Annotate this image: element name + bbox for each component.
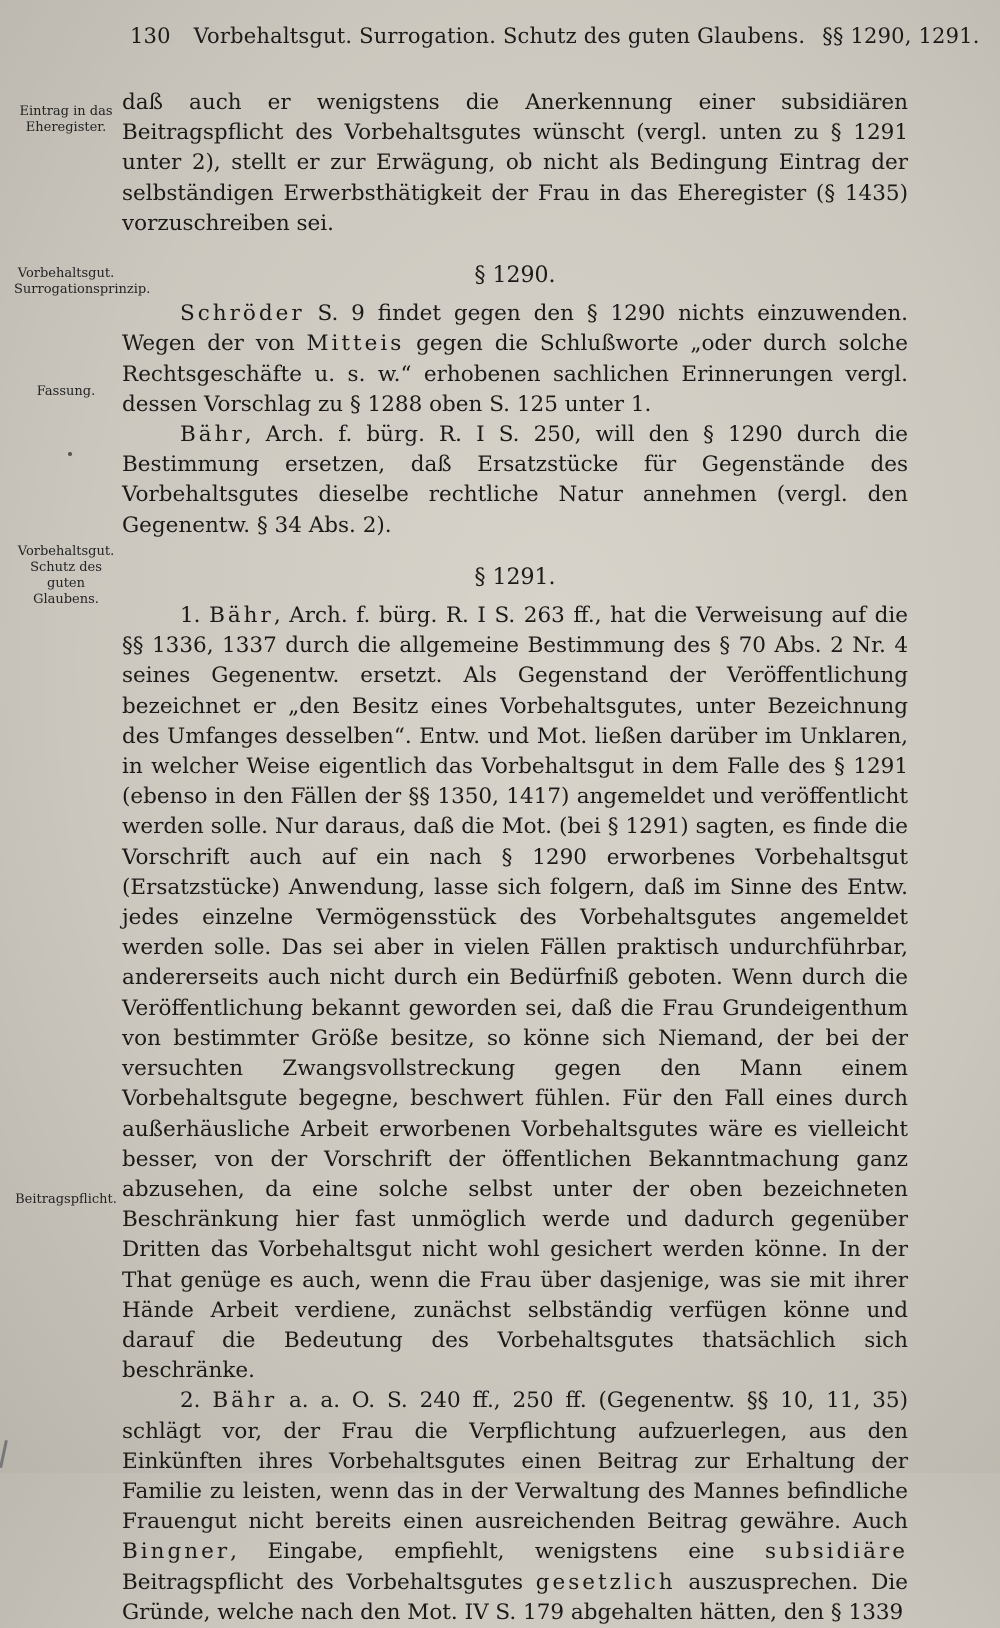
paragraph-text: a. a. O. S. 240 ff., 250 ff. (Gegenentw. §§ 10, 11, 35) schlägt vor, der Frau die Verpflichtung aufzuerlegen, aus den Einkünften ihres Vorbehaltsgutes einen Beitrag zur Erhaltung der Familie zu leisten, wenn das in der Verwaltung des Mannes befindliche Frauengut nicht bereits einen ausreichenden Beitrag gewähre. Auch (122, 1388, 908, 1535)
page-edge-mark (0, 1440, 8, 1468)
author-name: Bingner (122, 1539, 231, 1565)
margin-note-fassung: Fassung. (36, 384, 96, 399)
paragraph-text: , Arch. f. bürg. R. I S. 250, will den § 1290 durch die Bestimmung ersetzen, daß Ersatzstücke für Gegenstände des Vorbehaltsgutes dieselbe rechtliche Natur annehmen (vergl. den Gegenentw. § 34 Abs. 2). (122, 422, 908, 538)
section-heading-1291: § 1291. (474, 564, 556, 590)
author-name: Bähr (209, 603, 274, 629)
paragraph-1290-2 (122, 420, 908, 541)
item-number: 2. (180, 1388, 213, 1414)
margin-note-eheregister: Eintrag in das Eheregister. (19, 104, 113, 135)
header-sections: §§ 1290, 1291. (822, 24, 980, 48)
paragraph-text: S. 9 findet gegen den § 1290 nichts einzuwenden. Wegen der von (122, 301, 908, 357)
paragraph-text: , Eingabe, empfiehlt, wenigstens eine (230, 1539, 765, 1565)
paragraph-text: Beitragspflicht des Vorbehaltsgutes (122, 1569, 536, 1595)
item-number: 1. (180, 603, 210, 629)
running-header (130, 24, 980, 48)
main-text (122, 88, 908, 1628)
author-name: Bähr (212, 1388, 278, 1414)
paragraph-text: , Arch. f. bürg. R. I S. 263 ff., hat die Verweisung auf die §§ 1336, 1337 durch die allgemeine Bestimmung des § 70 Abs. 2 Nr. 4 seines Gegenentw. ersetzt. Als Gegenstand der Veröffentlichung bezeichnet er „den Besitz eines Vorbehaltsgutes, unter Bezeichnung des Umfanges desselben“. Entw. und Mot. ließen darüber im Unklaren, in welcher Weise eigentlich das Vorbehaltsgut in dem Falle des § 1291 (ebenso in den Fällen der §§ 1350, 1417) angemeldet und veröffentlicht werden solle. Nur daraus, daß die Mot. (bei § 1291) sagten, es finde die Vorschrift auch auf ein nach § 1290 erworbenes Vorbehaltsgut (Ersatzstücke) Anwendung, lasse sich folgern, daß im Sinne des Entw. jedes einzelne Vermögensstück des Vorbehaltsgutes angemeldet werden solle. Das sei aber in vielen Fällen praktisch undurchführbar, andererseits auch nicht durch ein Bedürfniß geboten. Wenn durch die Veröffentlichung bekannt geworden sei, daß die Frau Grundeigenthum von bestimmter Größe besitze, so könne sich Niemand, der bei der versuchten Zwangsvollstreckung gegen den Mann einem Vorbehaltsgute begegne, beschwert fühlen. Für den Fall eines durch außerhäusliche Arbeit erworbenen Vorbehaltsgutes wäre es vielleicht besser, von der Vorschrift der öffentlichen Bekanntmachung ganz abzusehen, da eine solche selbst unter der oben bezeichneten Beschränkung hier fast unmöglich werde und dadurch gegenüber Dritten das Vorbehaltsgut nicht wohl gesichert werden könne. In der That genüge es auch, wenn die Frau über dasjenige, was sie mit ihrer Hände Arbeit verdiene, zunächst selbständig verfügen könne und darauf die Bedeutung des Vorbehaltsgutes thatsächlich sich beschränke. (122, 603, 908, 1384)
emphasis: subsidiäre (764, 1539, 908, 1565)
author-name: Schröder (180, 301, 305, 327)
intro-paragraph: daß auch er wenigstens die Anerkennung einer subsidiären Beitragspflicht des Vorbehaltsgutes wünscht (vergl. unten zu § 1291 unter 2), stellt er zur Erwägung, ob nicht als Bedingung Eintrag der selbständigen Erwerbsthätigkeit der Frau in das Eheregister (§ 1435) vorzuschreiben sei. (122, 90, 908, 236)
running-title: Vorbehaltsgut. Surrogation. Schutz des guten Glaubens. (193, 24, 806, 48)
paragraph-1290-1 (122, 299, 908, 420)
paragraph-text: gegen die Schlußworte „oder durch solche Rechtsgeschäfte u. s. w.“ erhobenen sachlichen Erinnerungen vergl. dessen Vorschlag zu § 1288 oben S. 125 unter 1. (122, 331, 909, 417)
margin-note-schutz: Vorbehaltsgut. Schutz des guten Glaubens. (17, 544, 115, 607)
paragraph-1291-2 (122, 1386, 908, 1628)
author-name: Mitteis (306, 331, 405, 357)
margin-note-beitragspflicht: Beitragspflicht. (15, 1192, 117, 1207)
paragraph-1291-1 (122, 601, 908, 1386)
author-name: Bähr (180, 422, 245, 448)
paragraph-text: auszusprechen. Die Gründe, welche nach den Mot. IV S. 179 abgehalten hätten, den § 1339 (122, 1569, 908, 1625)
margin-note-surrogation: Vorbehaltsgut. Surrogationsprinzip. (14, 266, 151, 297)
page-number: 130 (130, 24, 171, 48)
stray-mark (68, 452, 72, 456)
section-heading-1290: § 1290. (474, 263, 556, 289)
emphasis: gesetzlich (535, 1569, 676, 1595)
